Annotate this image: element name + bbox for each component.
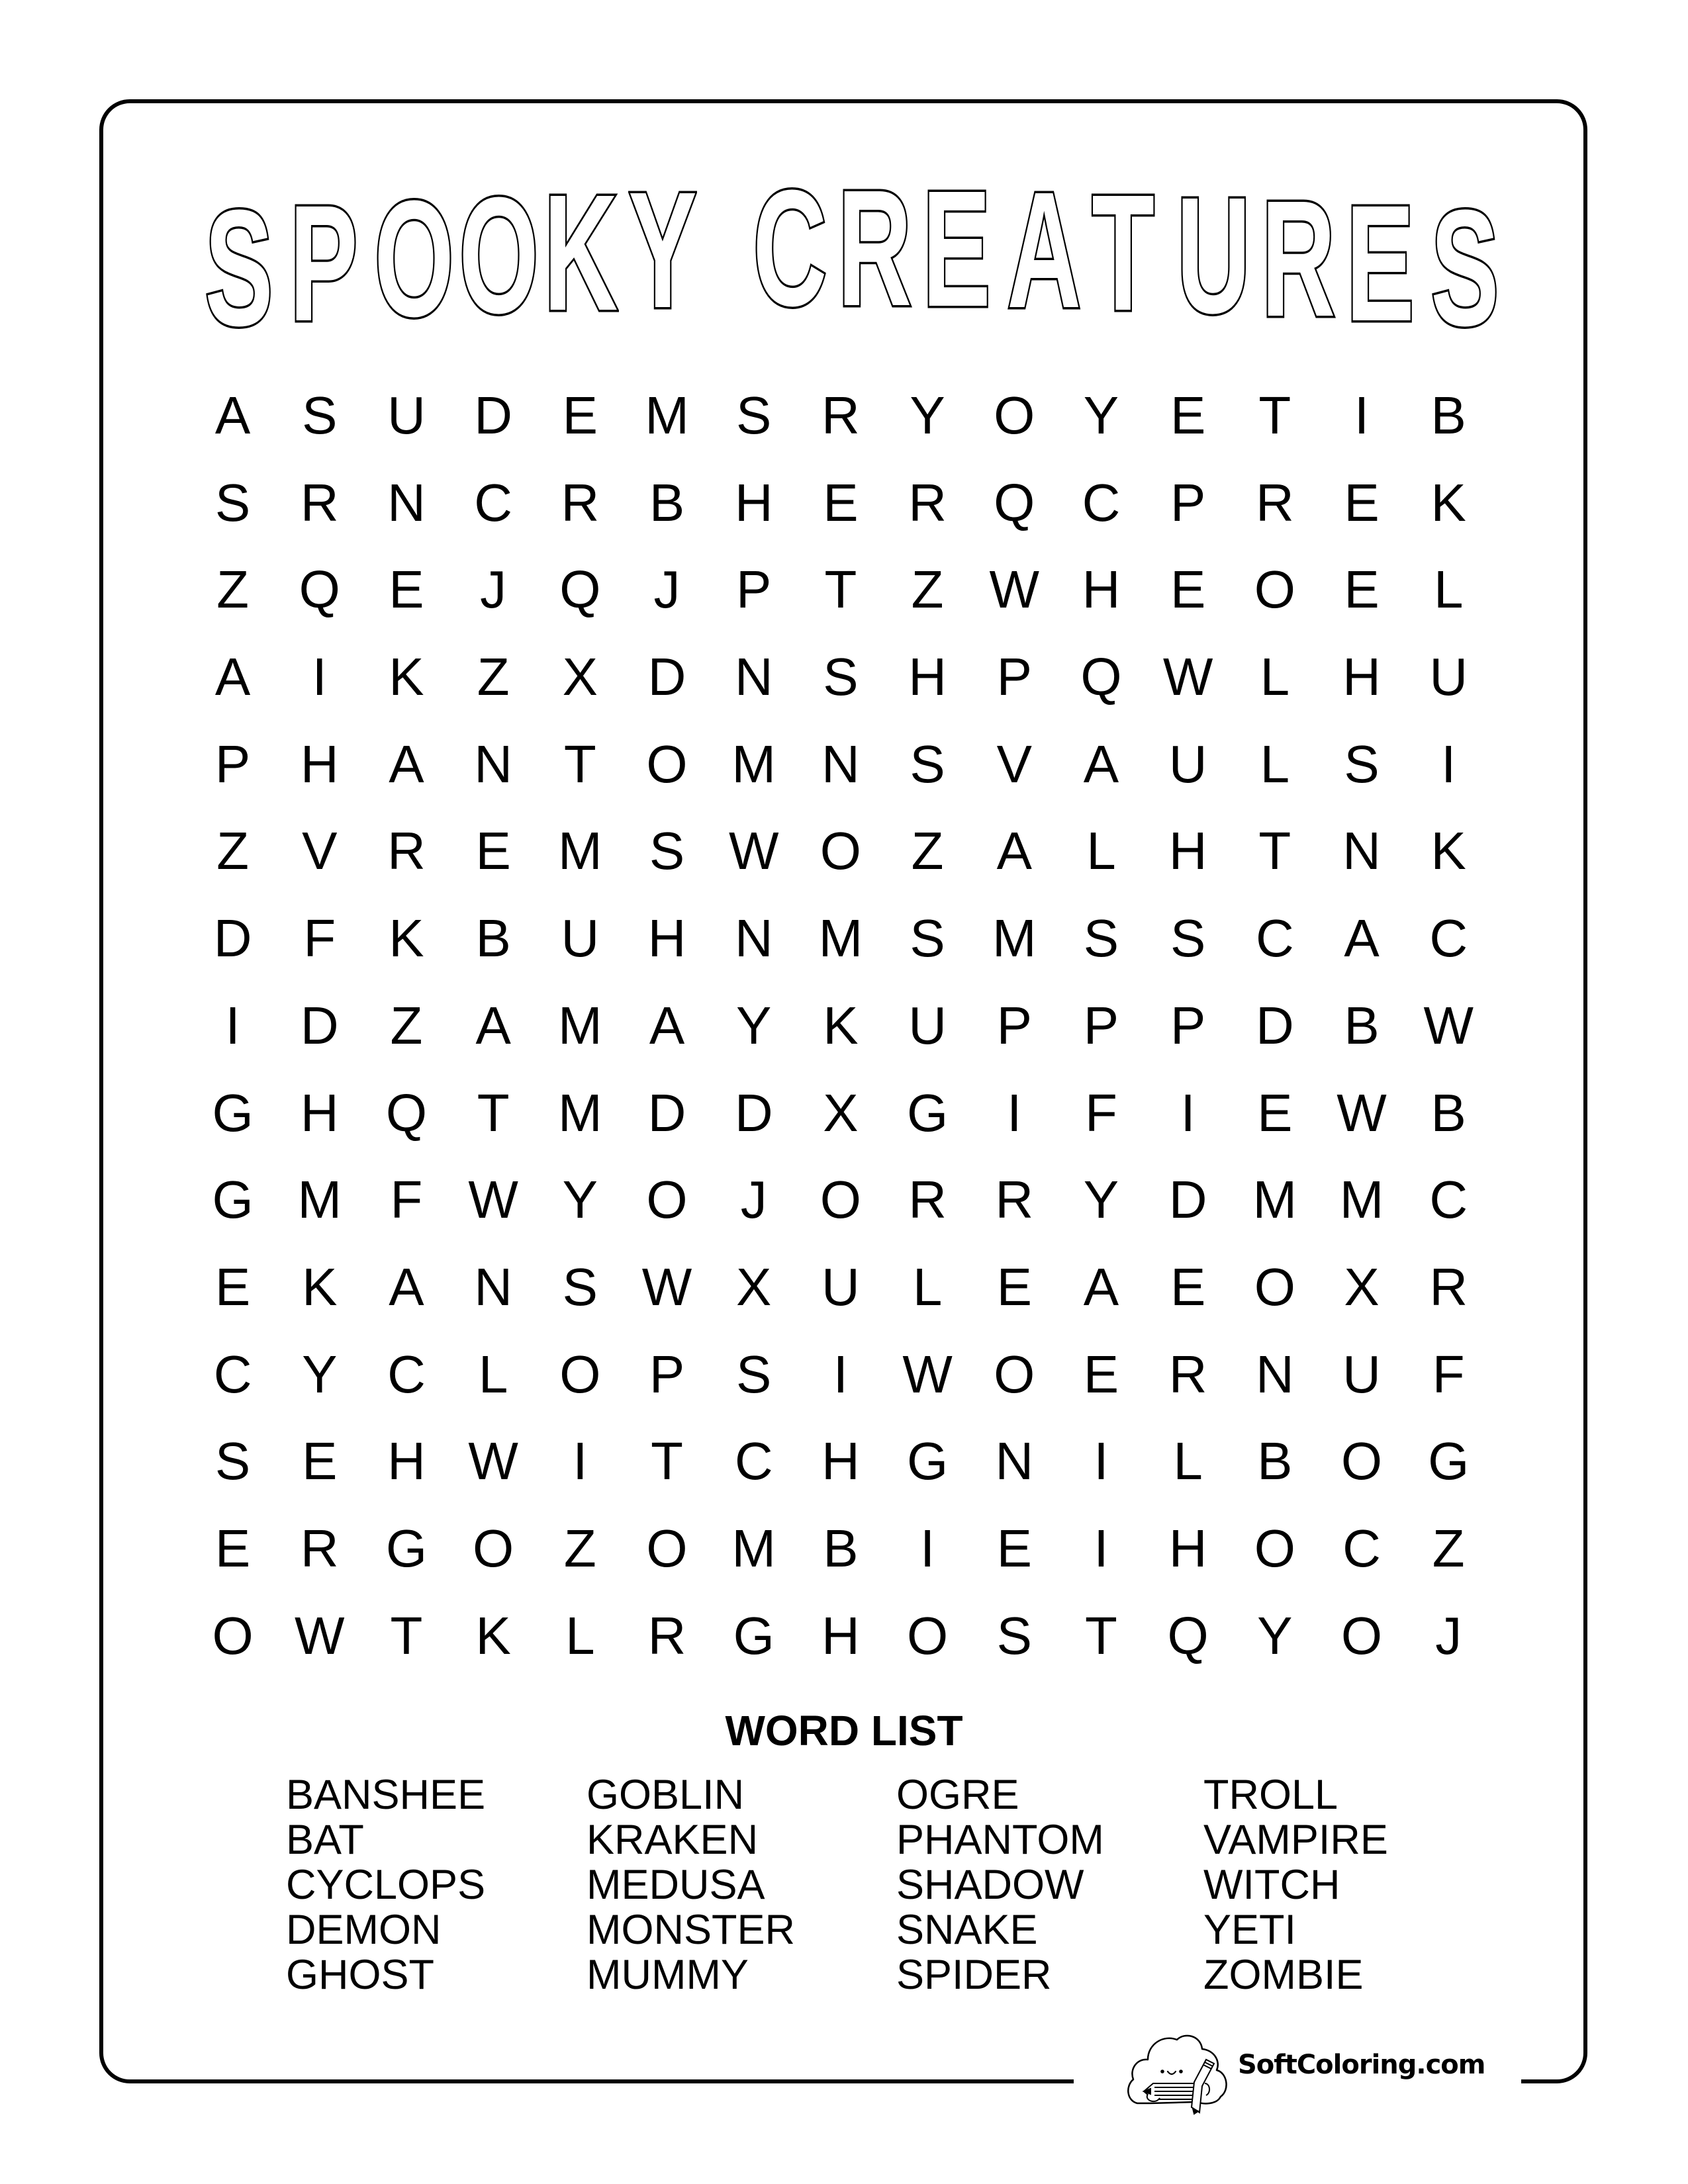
site-logo — [1124, 2029, 1485, 2115]
grid-cell: S — [910, 734, 945, 794]
grid-cell: Y — [1257, 1606, 1293, 1665]
grid-cell: L — [1086, 821, 1116, 881]
grid-cell: A — [214, 386, 251, 445]
grid-cell: W — [295, 1606, 345, 1665]
grid-cell: Z — [390, 995, 423, 1055]
grid-cell: R — [1255, 473, 1294, 532]
grid-cell: N — [1342, 821, 1381, 881]
grid-cell: C — [734, 1432, 773, 1491]
grid-cell: G — [212, 1083, 254, 1142]
grid-cell: U — [561, 909, 600, 968]
title-letter: P — [289, 171, 358, 355]
grid-cell: S — [562, 1257, 598, 1316]
grid-cell: J — [1435, 1606, 1462, 1665]
grid-cell: H — [1168, 821, 1207, 881]
word-list-column — [1203, 1772, 1388, 1997]
grid-cell: Y — [1083, 386, 1119, 445]
title-letter: Y — [628, 158, 697, 342]
grid-cell: W — [1423, 995, 1474, 1055]
word-list-heading: WORD LIST — [725, 1707, 963, 1754]
grid-cell: C — [474, 473, 513, 532]
grid-cell: Q — [299, 560, 340, 619]
grid-cell: A — [649, 995, 685, 1055]
grid-cell: T — [651, 1432, 683, 1491]
grid-cell: O — [1340, 1606, 1383, 1665]
grid-cell: K — [823, 995, 859, 1055]
grid-cell: U — [387, 386, 426, 445]
grid-cell: K — [1430, 821, 1466, 881]
title-letter: U — [1176, 163, 1251, 347]
grid-cell: U — [908, 995, 947, 1055]
grid-cell: X — [823, 1083, 859, 1142]
grid-cell: A — [214, 647, 251, 707]
grid-cell: P — [996, 647, 1032, 707]
grid-cell: F — [390, 1170, 423, 1230]
grid-cell: O — [820, 1170, 862, 1230]
grid-cell: Y — [910, 386, 945, 445]
word-list — [286, 1772, 1544, 1997]
grid-cell: R — [908, 473, 947, 532]
grid-cell: H — [1082, 560, 1121, 619]
grid-cell: F — [1432, 1344, 1465, 1404]
grid-cell: R — [300, 1518, 339, 1578]
logo-text: SoftColoring.com — [1238, 2050, 1485, 2080]
grid-cell: T — [390, 1606, 423, 1665]
grid-cell: K — [389, 909, 424, 968]
grid-cell: R — [647, 1606, 686, 1665]
word-list-item: MUMMY — [586, 1952, 749, 1998]
grid-cell: M — [558, 821, 602, 881]
grid-cell: O — [820, 821, 862, 881]
grid-cell: S — [214, 1432, 251, 1491]
grid-cell: B — [1257, 1432, 1293, 1491]
grid-cell: W — [1162, 647, 1213, 707]
grid-cell: H — [734, 473, 773, 532]
grid-cell: N — [734, 909, 773, 968]
grid-cell: T — [1258, 821, 1291, 881]
grid-cell: Q — [1167, 1606, 1209, 1665]
grid-cell: R — [908, 1170, 947, 1230]
word-list-item: OGRE — [896, 1772, 1019, 1818]
grid-cell: Y — [1083, 1170, 1119, 1230]
grid-cell: E — [1170, 386, 1206, 445]
grid-cell: S — [1344, 734, 1380, 794]
grid-cell: W — [728, 821, 779, 881]
word-search-grid — [189, 383, 1497, 1690]
grid-cell: K — [475, 1606, 511, 1665]
grid-cell: R — [821, 386, 860, 445]
grid-cell: O — [473, 1518, 514, 1578]
grid-cell: D — [1168, 1170, 1207, 1230]
grid-cell: Q — [559, 560, 601, 619]
grid-cell: H — [908, 647, 947, 707]
grid-cell: N — [1255, 1344, 1294, 1404]
grid-cell: E — [389, 560, 424, 619]
grid-cell: S — [823, 647, 859, 707]
word-list-column — [586, 1772, 795, 1997]
grid-cell: P — [1170, 995, 1206, 1055]
grid-cell: U — [1429, 647, 1468, 707]
grid-cell: W — [468, 1432, 518, 1491]
grid-cell: D — [300, 995, 339, 1055]
grid-cell: O — [994, 1344, 1035, 1404]
grid-cell: A — [389, 734, 424, 794]
grid-cell: K — [1430, 473, 1466, 532]
grid-cell: A — [1083, 734, 1119, 794]
word-list-item: TROLL — [1203, 1772, 1338, 1818]
grid-cell: E — [996, 1257, 1032, 1316]
grid-cell: Z — [1432, 1518, 1465, 1578]
grid-cell: M — [1339, 1170, 1384, 1230]
title-letter: S — [1430, 175, 1499, 360]
grid-cell: E — [302, 1432, 338, 1491]
grid-cell: R — [561, 473, 600, 532]
grid-cell: C — [387, 1344, 426, 1404]
grid-cell: J — [740, 1170, 767, 1230]
grid-cell: U — [821, 1257, 860, 1316]
word-list-item: SHADOW — [896, 1862, 1084, 1908]
grid-cell: N — [474, 1257, 513, 1316]
grid-cell: P — [649, 1344, 685, 1404]
grid-cell: J — [653, 560, 680, 619]
page-title — [172, 156, 1516, 360]
grid-cell: G — [1428, 1432, 1470, 1491]
grid-cell: O — [906, 1606, 949, 1665]
grid-cell: P — [736, 560, 772, 619]
grid-cell: E — [1344, 560, 1380, 619]
grid-cell: L — [912, 1257, 943, 1316]
grid-cell: P — [996, 995, 1032, 1055]
grid-cell: T — [824, 560, 857, 619]
grid-cell: I — [1180, 1083, 1196, 1142]
grid-cell: Z — [911, 821, 944, 881]
grid-cell: X — [736, 1257, 772, 1316]
grid-cell: M — [731, 1518, 776, 1578]
grid-cell: R — [387, 821, 426, 881]
grid-cell: C — [1082, 473, 1121, 532]
grid-cell: K — [302, 1257, 338, 1316]
grid-cell: C — [1429, 909, 1468, 968]
grid-cell: W — [989, 560, 1040, 619]
title-letter: R — [1261, 166, 1336, 351]
word-list-item: VAMPIRE — [1203, 1817, 1388, 1863]
title-letter: E — [1346, 171, 1415, 355]
grid-cell: H — [300, 1083, 339, 1142]
grid-cell: L — [1260, 734, 1290, 794]
word-list-item: WITCH — [1203, 1862, 1340, 1908]
word-list-item: SNAKE — [896, 1907, 1038, 1953]
grid-cell: X — [562, 647, 598, 707]
grid-cell: W — [468, 1170, 518, 1230]
grid-cell: H — [1342, 647, 1381, 707]
grid-cell: Q — [385, 1083, 428, 1142]
grid-cell: D — [647, 647, 686, 707]
grid-cell: T — [1258, 386, 1291, 445]
grid-cell: L — [1260, 647, 1290, 707]
grid-cell: H — [387, 1432, 426, 1491]
grid-cell: E — [996, 1518, 1032, 1578]
grid-cell: A — [1344, 909, 1380, 968]
grid-cell: Y — [562, 1170, 598, 1230]
grid-cell: B — [823, 1518, 859, 1578]
word-list-item: KRAKEN — [586, 1817, 759, 1863]
grid-cell: G — [212, 1170, 254, 1230]
grid-cell: O — [1254, 560, 1295, 619]
grid-cell: S — [736, 386, 772, 445]
title-letter: C — [753, 156, 827, 340]
grid-cell: I — [1094, 1432, 1109, 1491]
title-letter: K — [543, 160, 618, 345]
word-list-item: MEDUSA — [586, 1862, 765, 1908]
grid-cell: E — [562, 386, 598, 445]
grid-cell: E — [1170, 560, 1206, 619]
grid-cell: E — [1083, 1344, 1119, 1404]
grid-cell: S — [214, 473, 251, 532]
title-letter: S — [205, 175, 273, 360]
grid-cell: S — [736, 1344, 772, 1404]
grid-cell: Z — [216, 821, 250, 881]
grid-cell: E — [475, 821, 511, 881]
word-list-item: CYCLOPS — [286, 1862, 486, 1908]
grid-cell: M — [1252, 1170, 1297, 1230]
grid-cell: W — [641, 1257, 692, 1316]
grid-cell: H — [300, 734, 339, 794]
grid-cell: C — [1429, 1170, 1468, 1230]
grid-cell: O — [646, 1518, 688, 1578]
grid-cell: D — [474, 386, 513, 445]
word-list-item: ZOMBIE — [1203, 1952, 1364, 1998]
grid-cell: O — [1254, 1518, 1295, 1578]
grid-cell: N — [734, 647, 773, 707]
grid-cell: Y — [736, 995, 772, 1055]
grid-cell: H — [821, 1606, 860, 1665]
grid-cell: Q — [1080, 647, 1122, 707]
grid-cell: L — [478, 1344, 508, 1404]
grid-cell: I — [1354, 386, 1370, 445]
grid-cell: S — [649, 821, 685, 881]
grid-cell: R — [1168, 1344, 1207, 1404]
grid-cell: Z — [563, 1518, 596, 1578]
grid-cell: O — [994, 386, 1035, 445]
cloud-with-pencil-icon — [1124, 2029, 1233, 2115]
grid-cell: Z — [477, 647, 510, 707]
grid-cell: I — [919, 1518, 935, 1578]
grid-cell: B — [1430, 386, 1466, 445]
grid-cell: N — [821, 734, 860, 794]
grid-cell: L — [1173, 1432, 1203, 1491]
grid-cell: Q — [994, 473, 1035, 532]
grid-cell: F — [303, 909, 336, 968]
grid-cell: P — [214, 734, 251, 794]
grid-cell: J — [480, 560, 507, 619]
grid-cell: H — [647, 909, 686, 968]
grid-cell: S — [1170, 909, 1206, 968]
grid-cell: M — [645, 386, 689, 445]
title-letter: A — [1007, 158, 1082, 342]
grid-cell: N — [474, 734, 513, 794]
grid-cell: R — [1429, 1257, 1468, 1316]
grid-cell: C — [213, 1344, 252, 1404]
grid-cell: M — [992, 909, 1037, 968]
grid-cell: L — [565, 1606, 595, 1665]
grid-cell: P — [1083, 995, 1119, 1055]
grid-cell: I — [1441, 734, 1456, 794]
grid-cell: E — [214, 1257, 251, 1316]
grid-cell: C — [1255, 909, 1294, 968]
word-list-item: BANSHEE — [286, 1772, 486, 1818]
grid-cell: H — [821, 1432, 860, 1491]
grid-cell: I — [312, 647, 327, 707]
title-letter: T — [1092, 160, 1155, 345]
grid-cell: K — [389, 647, 424, 707]
grid-cell: M — [818, 909, 863, 968]
grid-cell: W — [1336, 1083, 1387, 1142]
grid-cell: A — [475, 995, 511, 1055]
grid-cell: S — [302, 386, 338, 445]
word-list-item: SPIDER — [896, 1952, 1052, 1998]
grid-cell: N — [995, 1432, 1034, 1491]
title-letter: O — [374, 166, 454, 351]
grid-cell: O — [1254, 1257, 1295, 1316]
title-letter: R — [837, 156, 912, 340]
grid-cell: V — [996, 734, 1032, 794]
grid-cell: B — [1430, 1083, 1466, 1142]
word-list-item: GHOST — [286, 1952, 435, 1998]
grid-cell: E — [1170, 1257, 1206, 1316]
grid-cell: S — [996, 1606, 1032, 1665]
word-list-item: DEMON — [286, 1907, 442, 1953]
grid-cell: D — [1255, 995, 1294, 1055]
word-list-item: MONSTER — [586, 1907, 795, 1953]
grid-cell: D — [647, 1083, 686, 1142]
grid-cell: B — [1344, 995, 1380, 1055]
word-list-item: PHANTOM — [896, 1817, 1104, 1863]
grid-cell: I — [1094, 1518, 1109, 1578]
grid-cell: Y — [302, 1344, 338, 1404]
grid-cell: T — [477, 1083, 510, 1142]
title-letter: O — [459, 163, 539, 347]
grid-cell: G — [385, 1518, 428, 1578]
grid-cell: S — [910, 909, 945, 968]
grid-cell: R — [300, 473, 339, 532]
grid-cell: P — [1170, 473, 1206, 532]
grid-cell: D — [213, 909, 252, 968]
grid-cell: E — [1257, 1083, 1293, 1142]
grid-cell: U — [1168, 734, 1207, 794]
title-letter: E — [922, 156, 991, 341]
grid-cell: H — [1168, 1518, 1207, 1578]
grid-cell: F — [1085, 1083, 1117, 1142]
grid-cell: X — [1344, 1257, 1380, 1316]
grid-cell: T — [1085, 1606, 1117, 1665]
grid-cell: M — [731, 734, 776, 794]
grid-cell: I — [225, 995, 240, 1055]
grid-cell: I — [1007, 1083, 1022, 1142]
grid-cell: C — [1342, 1518, 1381, 1578]
grid-cell: G — [906, 1432, 949, 1491]
word-list-item: GOBLIN — [586, 1772, 745, 1818]
grid-cell: M — [297, 1170, 342, 1230]
grid-cell: B — [475, 909, 511, 968]
grid-cell: N — [387, 473, 426, 532]
word-list-item: YETI — [1203, 1907, 1297, 1953]
grid-cell: E — [214, 1518, 251, 1578]
grid-cell: L — [1433, 560, 1464, 619]
word-list-column — [896, 1772, 1104, 1997]
grid-cell: E — [823, 473, 859, 532]
grid-cell: T — [563, 734, 596, 794]
grid-cell: A — [1083, 1257, 1119, 1316]
grid-cell: B — [649, 473, 685, 532]
grid-cell: M — [558, 995, 602, 1055]
grid-cell: D — [734, 1083, 773, 1142]
word-list-item: BAT — [286, 1817, 364, 1863]
grid-cell: R — [995, 1170, 1034, 1230]
grid-cell: G — [733, 1606, 774, 1665]
grid-cell: S — [1083, 909, 1119, 968]
grid-cell: G — [906, 1083, 949, 1142]
grid-cell: W — [902, 1344, 953, 1404]
grid-cell: V — [302, 821, 338, 881]
grid-cell: M — [558, 1083, 602, 1142]
grid-cell: I — [573, 1432, 588, 1491]
grid-cell: O — [212, 1606, 254, 1665]
grid-cell: O — [646, 1170, 688, 1230]
word-list-column — [286, 1772, 485, 1997]
grid-cell: O — [646, 734, 688, 794]
grid-cell: O — [1340, 1432, 1383, 1491]
grid-cell: E — [1344, 473, 1380, 532]
grid-cell: A — [996, 821, 1032, 881]
grid-cell: Z — [216, 560, 250, 619]
grid-cell: U — [1342, 1344, 1381, 1404]
grid-cell: I — [833, 1344, 849, 1404]
grid-cell: A — [389, 1257, 424, 1316]
grid-cell: Z — [911, 560, 944, 619]
grid-cell: O — [559, 1344, 601, 1404]
